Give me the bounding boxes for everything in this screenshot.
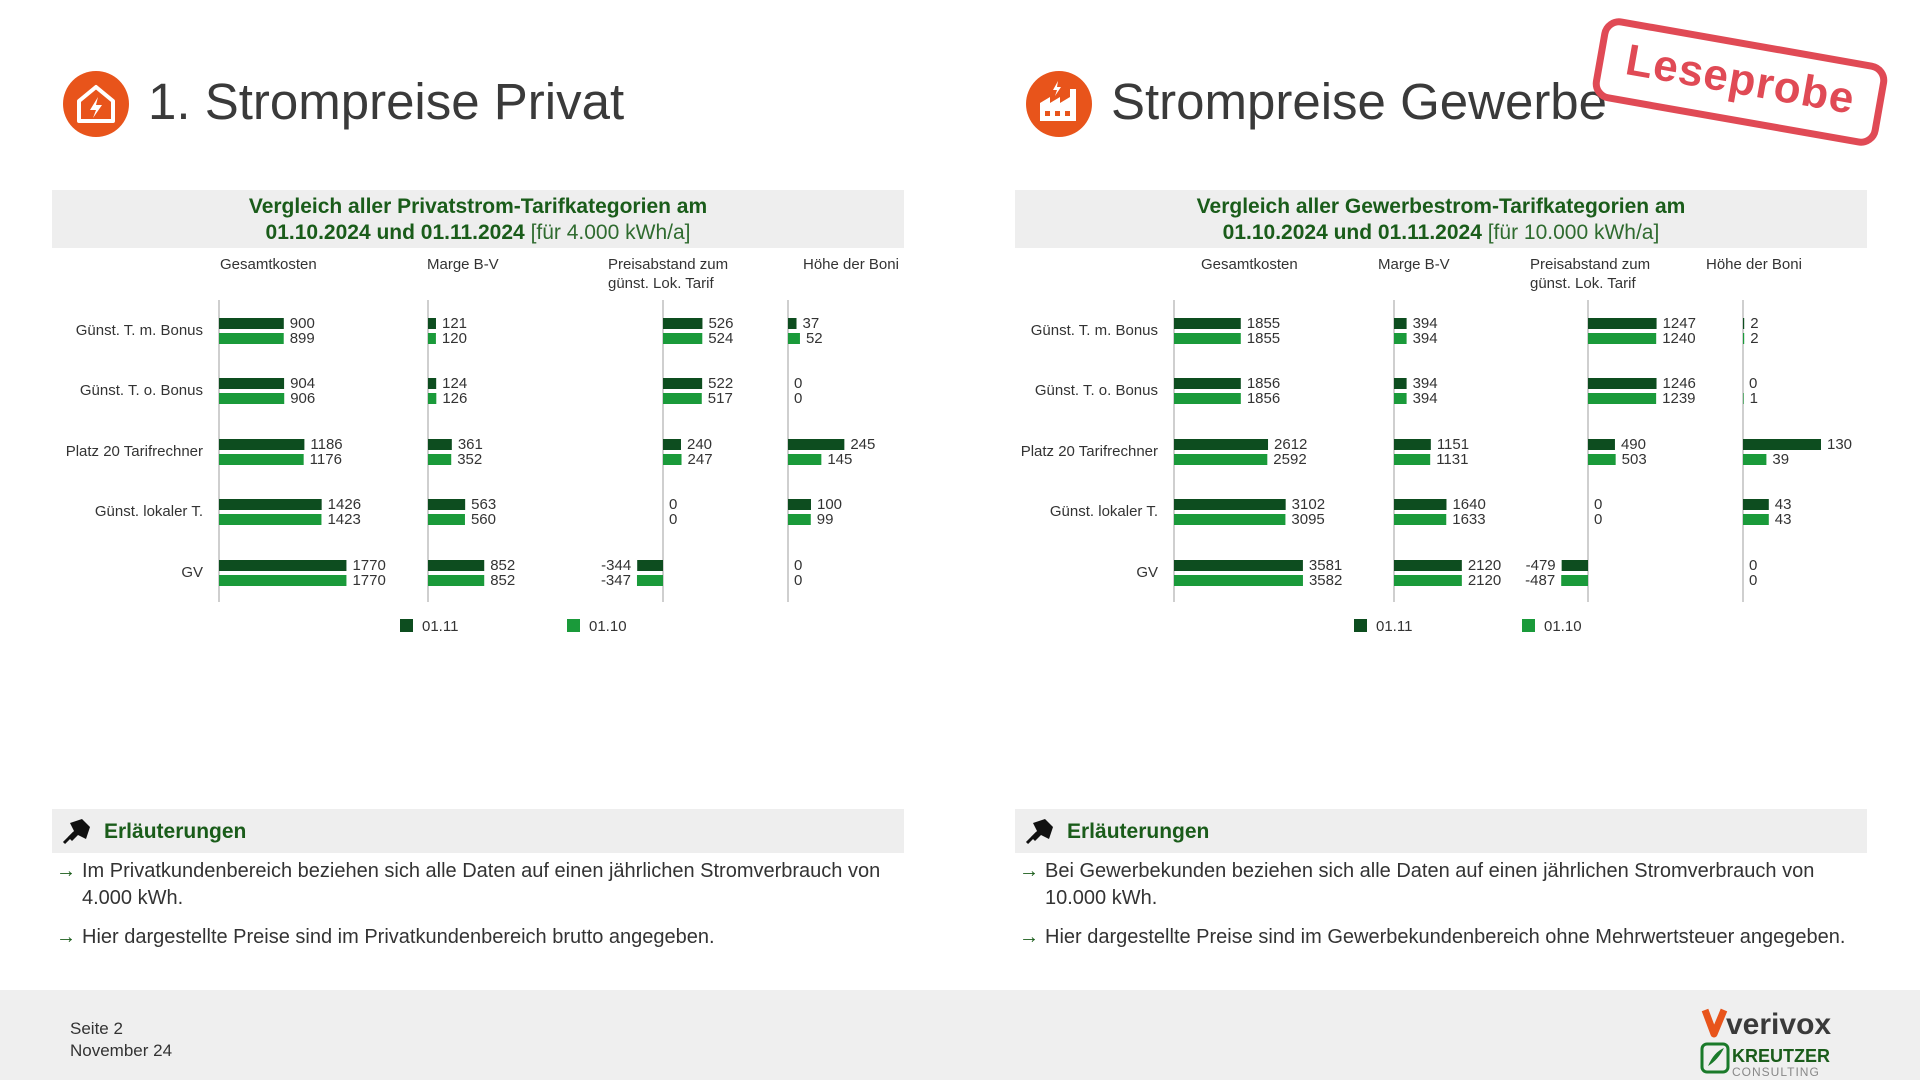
data-label: 120 — [441, 330, 467, 347]
data-label: 100 — [817, 496, 843, 513]
bar-01-10 — [428, 575, 484, 586]
bar-01-11 — [219, 378, 284, 389]
panel-header: Preisabstand zum — [1530, 256, 1651, 273]
legend-label: 01.10 — [589, 618, 627, 635]
data-label: 3582 — [1308, 572, 1343, 589]
legend-swatch — [1522, 619, 1535, 632]
data-label: 3102 — [1291, 496, 1326, 513]
data-label: 1770 — [352, 572, 386, 589]
data-label: 490 — [1620, 436, 1646, 453]
bar-01-10 — [219, 454, 304, 465]
left-panel — [0, 0, 900, 990]
data-label: 3581 — [1308, 557, 1343, 574]
legend-label: 01.10 — [1544, 618, 1582, 635]
bar-01-11 — [219, 499, 322, 510]
bar-01-11 — [1394, 318, 1407, 329]
bar-01-10 — [1588, 333, 1656, 344]
bar-01-11 — [1743, 439, 1821, 450]
data-label: 852 — [490, 572, 516, 589]
bar-01-11 — [788, 499, 811, 510]
bar-01-11 — [428, 499, 465, 510]
category-label: Günst. lokaler T. — [94, 503, 203, 520]
data-label: 352 — [457, 451, 483, 468]
bar-01-11 — [428, 318, 436, 329]
data-label: 0 — [1594, 496, 1603, 513]
data-label: 1426 — [327, 496, 362, 513]
bar-01-11 — [219, 318, 284, 329]
data-label: 1186 — [310, 436, 343, 453]
data-label: 126 — [442, 390, 468, 407]
legend-swatch — [567, 619, 580, 632]
data-label: 0 — [1749, 572, 1758, 589]
data-label: 899 — [289, 330, 315, 347]
logo-brand: verivox — [1726, 1008, 1832, 1041]
bar-01-10 — [1394, 333, 1407, 344]
data-label: 1176 — [309, 451, 342, 468]
bar-01-10 — [219, 393, 284, 404]
data-label: 245 — [850, 436, 876, 453]
bar-01-11 — [1174, 499, 1286, 510]
right-panel — [963, 0, 1863, 990]
category-label: Günst. T. m. Bonus — [75, 322, 203, 339]
company-logo — [1700, 1000, 1860, 1080]
bar-01-10 — [788, 333, 800, 344]
data-label: 1239 — [1662, 390, 1696, 407]
data-label: 1855 — [1246, 330, 1281, 347]
bar-01-10 — [1743, 514, 1769, 525]
category-label: Günst. lokaler T. — [1049, 503, 1158, 520]
bar-01-10 — [788, 454, 821, 465]
page-date: November 24 — [70, 1041, 173, 1060]
data-label: 1633 — [1452, 511, 1486, 528]
data-label: 900 — [289, 315, 315, 332]
data-label: 394 — [1412, 375, 1438, 392]
bar-01-11 — [663, 439, 681, 450]
bar-01-10 — [1588, 393, 1656, 404]
panel-header: Marge B-V — [427, 256, 499, 273]
bar-01-10 — [1394, 393, 1407, 404]
explanations-header — [52, 809, 904, 853]
bar-01-10 — [1743, 333, 1744, 344]
bar-01-11 — [428, 439, 452, 450]
data-label: 2592 — [1273, 451, 1307, 468]
category-label: GV — [181, 564, 203, 581]
data-label: 0 — [794, 557, 803, 574]
footer — [0, 990, 1920, 1080]
data-label: 1855 — [1246, 315, 1281, 332]
data-label: 524 — [708, 330, 734, 347]
data-label: 130 — [1827, 436, 1853, 453]
data-label: 43 — [1774, 511, 1792, 528]
data-label: -347 — [600, 572, 631, 589]
category-label: Platz 20 Tarifrechner — [1020, 443, 1158, 460]
factory-lightning-icon — [1026, 71, 1092, 137]
panel-header: Höhe der Boni — [1706, 256, 1802, 273]
bar-01-10 — [1743, 393, 1744, 404]
data-label: 124 — [442, 375, 468, 392]
data-label: 1240 — [1662, 330, 1696, 347]
explanation-item: → Im Privatkundenbereich beziehen sich alle Daten auf einen jährlichen Stromverbrauch von 4.000 kWh. — [56, 860, 881, 909]
bar-01-10 — [637, 575, 663, 586]
data-label: 526 — [708, 315, 734, 332]
data-label: 240 — [687, 436, 713, 453]
panel-header: günst. Lok. Tarif — [1530, 275, 1636, 292]
data-label: 99 — [816, 511, 834, 528]
panel-header: günst. Lok. Tarif — [608, 275, 714, 292]
data-label: -479 — [1525, 557, 1556, 574]
data-label: 0 — [1749, 557, 1758, 574]
data-label: 503 — [1621, 451, 1647, 468]
bar-01-10 — [428, 333, 436, 344]
sample-stamp: Leseprobe — [1590, 15, 1890, 148]
bar-01-11 — [788, 318, 797, 329]
data-label: 0 — [794, 572, 803, 589]
bar-01-10 — [1174, 575, 1303, 586]
bar-01-10 — [1394, 514, 1446, 525]
bar-01-11 — [219, 439, 304, 450]
data-label: 394 — [1412, 315, 1438, 332]
chart-privat — [0, 250, 910, 650]
category-label: GV — [1136, 564, 1158, 581]
logo-partner-sub: CONSULTING — [1732, 1065, 1820, 1079]
bar-01-10 — [219, 333, 284, 344]
bar-01-11 — [1743, 499, 1769, 510]
chart-title: Vergleich aller Gewerbestrom-Tarifkategorien am 01.10.2024 und 01.11.2024 [für 10.000 kWh/a] — [1015, 190, 1867, 248]
bar-01-10 — [663, 333, 702, 344]
data-label: 361 — [457, 436, 483, 453]
bar-01-10 — [1394, 454, 1430, 465]
data-label: 1856 — [1246, 375, 1281, 392]
explanations-header — [1015, 809, 1867, 853]
bar-01-11 — [1174, 439, 1268, 450]
data-label: 904 — [290, 375, 316, 392]
pin-icon — [1023, 815, 1057, 847]
data-label: 0 — [794, 375, 803, 392]
data-label: 43 — [1774, 496, 1792, 513]
bar-01-11 — [219, 560, 346, 571]
bar-01-11 — [1562, 560, 1588, 571]
explanation-item: → Hier dargestellte Preise sind im Gewerbekundenbereich ohne Mehrwertsteuer angegeben. — [1019, 926, 1846, 948]
bar-01-10 — [219, 575, 346, 586]
panel-header: Preisabstand zum — [608, 256, 729, 273]
data-label: 3095 — [1291, 511, 1325, 528]
data-label: 1423 — [327, 511, 361, 528]
data-label: 0 — [1594, 511, 1603, 528]
data-label: -344 — [601, 557, 632, 574]
bar-01-11 — [1743, 318, 1744, 329]
bar-01-11 — [663, 318, 702, 329]
bar-01-11 — [1394, 439, 1431, 450]
data-label: 517 — [707, 390, 733, 407]
data-label: 1151 — [1436, 436, 1470, 453]
bar-01-10 — [1174, 514, 1285, 525]
data-label: 1640 — [1452, 496, 1486, 513]
bar-01-11 — [1174, 378, 1241, 389]
bar-01-11 — [663, 378, 702, 389]
data-label: 145 — [827, 451, 853, 468]
data-label: 1770 — [352, 557, 386, 574]
data-label: 247 — [687, 451, 713, 468]
data-label: 2120 — [1467, 572, 1502, 589]
data-label: 0 — [669, 496, 678, 513]
explanations — [52, 809, 904, 951]
bar-01-10 — [1588, 454, 1616, 465]
legend-label: 01.11 — [1376, 618, 1413, 635]
bar-01-10 — [1174, 454, 1267, 465]
bar-01-11 — [1588, 439, 1615, 450]
bar-01-10 — [788, 514, 811, 525]
panel-header: Gesamtkosten — [1201, 256, 1298, 273]
data-label: 1247 — [1662, 315, 1696, 332]
bar-01-11 — [1174, 318, 1241, 329]
data-label: 1 — [1749, 390, 1758, 407]
explanations-title: Erläuterungen — [104, 820, 247, 843]
data-label: 1131 — [1436, 451, 1469, 468]
bar-01-10 — [663, 454, 682, 465]
data-label: 560 — [470, 511, 496, 528]
explanation-item: → Hier dargestellte Preise sind im Privatkundenbereich brutto angegeben. — [56, 926, 715, 948]
panel-header: Marge B-V — [1378, 256, 1450, 273]
data-label: 906 — [290, 390, 316, 407]
data-label: 1856 — [1246, 390, 1281, 407]
bar-01-10 — [1394, 575, 1462, 586]
data-label: 0 — [794, 390, 803, 407]
data-label: 37 — [802, 315, 820, 332]
page-info — [70, 1018, 172, 1062]
data-label: 1246 — [1662, 375, 1696, 392]
page-title: Strompreise Gewerbe — [1111, 73, 1608, 130]
bar-01-10 — [1174, 333, 1241, 344]
house-lightning-icon — [63, 71, 129, 137]
bar-01-11 — [788, 439, 844, 450]
explanations — [1015, 809, 1867, 951]
chart-title: Vergleich aller Privatstrom-Tarifkategorien am 01.10.2024 und 01.11.2024 [für 4.000 kWh/a] — [52, 190, 904, 248]
data-label: 2 — [1750, 315, 1759, 332]
data-label: 394 — [1412, 330, 1438, 347]
legend-swatch — [1354, 619, 1367, 632]
bar-01-11 — [1588, 318, 1657, 329]
data-label: 2120 — [1467, 557, 1502, 574]
chart-gewerbe — [963, 250, 1873, 650]
category-label: Günst. T. o. Bonus — [1034, 382, 1158, 399]
explanations-title: Erläuterungen — [1067, 820, 1210, 843]
legend-label: 01.11 — [422, 618, 459, 635]
bar-01-10 — [1561, 575, 1588, 586]
page-number: Seite 2 — [70, 1019, 123, 1038]
bar-01-11 — [1394, 499, 1446, 510]
panel-header: Höhe der Boni — [803, 256, 899, 273]
legend-swatch — [400, 619, 413, 632]
data-label: 563 — [471, 496, 497, 513]
bar-01-11 — [428, 378, 436, 389]
bar-01-10 — [428, 393, 436, 404]
bar-01-10 — [428, 454, 451, 465]
data-label: 0 — [1749, 375, 1758, 392]
explanation-item: → Bei Gewerbekunden beziehen sich alle Daten auf einen jährlichen Stromverbrauch von 10.000 kWh. — [1019, 860, 1815, 909]
data-label: 39 — [1772, 451, 1790, 468]
data-label: 852 — [490, 557, 516, 574]
panel-header: Gesamtkosten — [220, 256, 317, 273]
data-label: 2 — [1750, 330, 1759, 347]
data-label: 0 — [669, 511, 678, 528]
bar-01-10 — [1174, 393, 1241, 404]
data-label: 121 — [441, 315, 468, 332]
bar-01-11 — [1394, 560, 1462, 571]
logo-partner: KREUTZER — [1732, 1046, 1830, 1066]
data-label: 394 — [1412, 390, 1438, 407]
data-label: -487 — [1525, 572, 1556, 589]
bar-01-10 — [1743, 454, 1766, 465]
data-label: 2612 — [1274, 436, 1308, 453]
bar-01-11 — [1588, 378, 1657, 389]
bar-01-11 — [637, 560, 663, 571]
bar-01-11 — [1174, 560, 1303, 571]
bar-01-10 — [219, 514, 321, 525]
bar-01-10 — [663, 393, 702, 404]
pin-icon — [60, 815, 94, 847]
category-label: Günst. T. m. Bonus — [1030, 322, 1158, 339]
bar-01-11 — [1394, 378, 1407, 389]
bar-01-11 — [428, 560, 484, 571]
category-label: Platz 20 Tarifrechner — [65, 443, 203, 460]
bar-01-10 — [428, 514, 465, 525]
page-title: 1. Strompreise Privat — [148, 73, 625, 130]
category-label: Günst. T. o. Bonus — [79, 382, 203, 399]
data-label: 52 — [805, 330, 823, 347]
data-label: 522 — [708, 375, 734, 392]
